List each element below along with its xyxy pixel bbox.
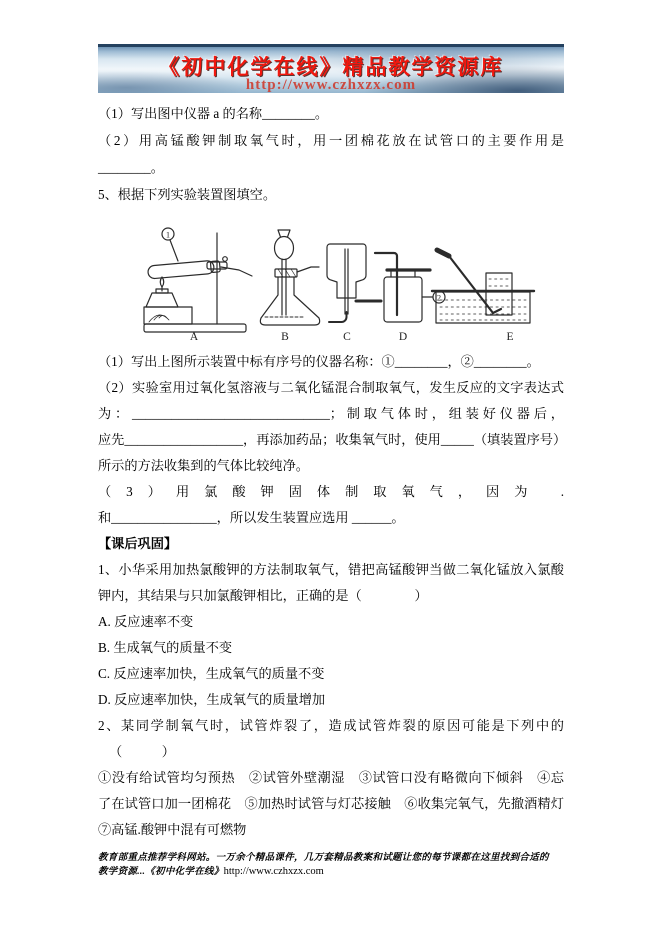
figure-label-e: E — [506, 331, 514, 343]
q5-intro-line: 5、根据下列实验装置图填空。 — [98, 187, 277, 202]
footer-line2 — [98, 865, 564, 879]
banner-title: 《初中化学在线》精品教学资源库 — [158, 55, 504, 79]
q5-sub2-line4: 所示的方法收集到的气体比较纯净。 — [98, 458, 309, 473]
figure-label-c: C — [343, 331, 351, 343]
q5-sub1-line: （1）写出上图所示装置中标有序号的仪器名称：①________，②________。 — [98, 354, 540, 369]
apparatus-c — [327, 244, 381, 343]
figure-label-a: A — [189, 331, 199, 343]
q1-line1: 1、小华采用加热氯酸钾的方法制取氧气，错把高锰酸钾当做二氧化锰放入氯酸 — [98, 562, 564, 577]
option-d: D. 反应速率加快，生成氧气的质量增加 — [98, 692, 326, 707]
site-banner — [98, 44, 564, 93]
apparatus-a — [144, 228, 252, 332]
q2-line2: （ ） — [109, 744, 175, 759]
q4-part2-line: （2）用高锰酸钾制取氧气时，用一团棉花放在试管口的主要作用是 — [98, 133, 564, 148]
option-c: C. 反应速率加快，生成氧气的质量不变 — [98, 666, 325, 681]
q5-sub-questions — [98, 349, 567, 843]
callout-2: 2 — [436, 292, 442, 303]
q5-sub2-line3: 应先__________________，再添加药品；收集氧气时，使用_____（填装置序号） — [98, 432, 567, 447]
q5-sub2-line1: （2）实验室用过氧化氢溶液与二氧化锰混合制取氧气，发生反应的文字表达式 — [98, 380, 564, 395]
q5-sub3-line2: 和________________，所以发生装置应选用 ______。 — [98, 510, 405, 525]
q5-sub3-line1: （3）用氯酸钾固体制取氧气，因为 . — [98, 484, 564, 499]
option-a: A. 反应速率不变 — [98, 614, 194, 629]
apparatus-figure — [98, 225, 564, 343]
page-footer — [98, 851, 564, 879]
q2-line1: 2、某同学制氧气时，试管炸裂了，造成试管炸裂的原因可能是下列中的 — [98, 718, 564, 733]
apparatus-d — [375, 253, 445, 343]
footer-line2-text: 教学资源...《初中化学在线》 — [98, 867, 224, 877]
footer-line1: 教育部重点推荐学科网站。一万余个精品课件，几万套精品教案和试题让您的每节课都在这里找到合适的 — [98, 853, 549, 863]
apparatus-b — [260, 230, 319, 343]
footer-url: http://www.czhxzx.com — [223, 866, 324, 877]
q5-sub2-line2: 为：______________________________；制取气体时，组装好仪器后， — [98, 406, 564, 421]
figure-label-d: D — [398, 331, 408, 343]
apparatus-e — [432, 250, 534, 343]
q2-items-line1: ①没有给试管均匀预热 ②试管外壁潮湿 ③试管口没有略微向下倾斜 ④忘 — [98, 770, 564, 785]
q2-items-line2: 了在试管口加一团棉花 ⑤加热时试管与灯芯接触 ⑥收集完氧气，先撤酒精灯 — [98, 796, 564, 811]
figure-label-b: B — [281, 331, 289, 343]
q1-line2: 钾内，其结果与只加氯酸钾相比，正确的是（ ） — [98, 588, 428, 603]
consolidation-heading: 【课后巩固】 — [98, 536, 178, 551]
page-content — [98, 44, 567, 879]
callout-1: 1 — [165, 229, 171, 240]
q4-part2-blank-line: ________。 — [98, 160, 164, 175]
q2-items-line3: ⑦高锰.酸钾中混有可燃物 — [98, 822, 247, 837]
q4-part1-line: （1）写出图中仪器 a 的名称________。 — [98, 106, 329, 121]
banner-url: http://www.czhxzx.com — [245, 77, 417, 93]
option-b: B. 生成氧气的质量不变 — [98, 640, 233, 655]
